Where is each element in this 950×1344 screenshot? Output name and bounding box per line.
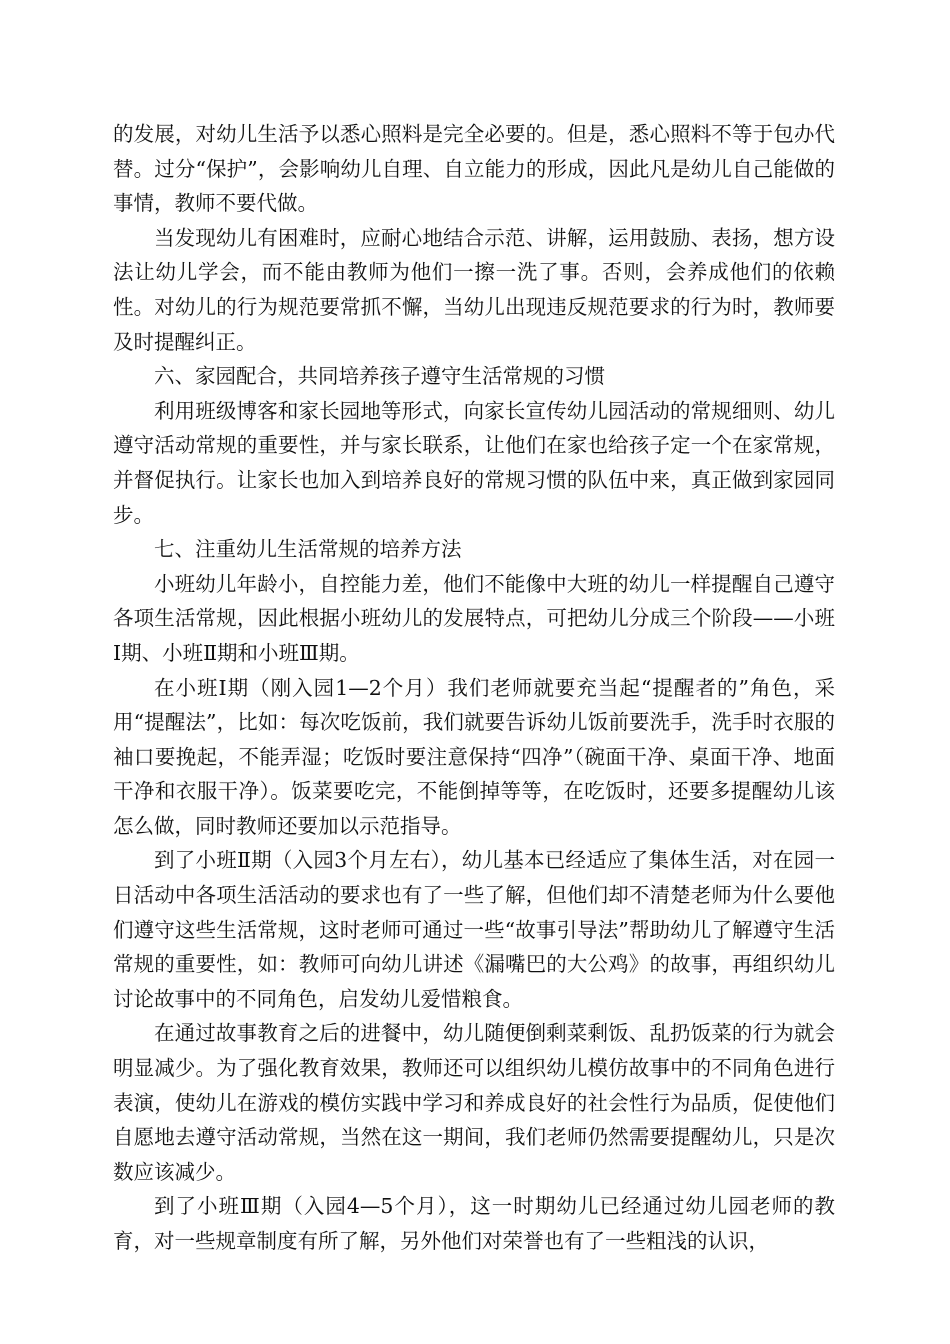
section-heading-training-methods: 七、注重幼儿生活常规的培养方法: [154, 537, 462, 562]
paragraph-stage-two: 到了小班Ⅱ期（入园3个月左右），幼儿基本已经适应了集体生活，对在园一日活动中各项生活活动的要求也有了一些了解，但他们却不清楚老师为什么要他们遵守这些生活常规，这时老师可通过一些“故事引导法”帮助幼儿了解遵守生活常规的重要性，如：教师可向幼儿讲述《漏嘴巴的大公鸡》的故事，再组织幼儿讨论故事中的不同角色，启发幼儿爱惜粮食。: [113, 848, 835, 1011]
paragraph-continuation: 的发展，对幼儿生活予以悉心照料是完全必要的。但是，悉心照料不等于包办代替。过分“保护”，会影响幼儿自理、自立能力的形成，因此凡是幼儿自己能做的事情，教师不要代做。: [113, 122, 835, 216]
paragraph-three-stages: 小班幼儿年龄小，自控能力差，他们不能像中大班的幼儿一样提醒自己遵守各项生活常规，因此根据小班幼儿的发展特点，可把幼儿分成三个阶段——小班Ⅰ期、小班Ⅱ期和小班Ⅲ期。: [113, 571, 835, 665]
paragraph-story-education: 在通过故事教育之后的进餐中，幼儿随便倒剩菜剩饭、乱扔饭菜的行为就会明显减少。为了强化教育效果，教师还可以组织幼儿模仿故事中的不同角色进行表演，使幼儿在游戏的模仿实践中学习和养成良好的社会性行为品质，促使他们自愿地去遵守活动常规，当然在这一期间，我们老师仍然需要提醒幼儿，只是次数应该减少。: [113, 1021, 835, 1184]
paragraph-stage-three: 到了小班Ⅲ期（入园4—5个月），这一时期幼儿已经通过幼儿园老师的教育，对一些规章制度有所了解，另外他们对荣誉也有了一些粗浅的认识，: [113, 1194, 835, 1253]
paragraph-home-school: 利用班级博客和家长园地等形式，向家长宣传幼儿园活动的常规细则、幼儿遵守活动常规的重要性，并与家长联系，让他们在家也给孩子定一个在家常规，并督促执行。让家长也加入到培养良好的常规习惯的队伍中来，真正做到家园同步。: [113, 398, 835, 527]
document-body: [113, 117, 835, 1259]
paragraph-difficulty-guidance: 当发现幼儿有困难时，应耐心地结合示范、讲解，运用鼓励、表扬，想方设法让幼儿学会，而不能由教师为他们一擦一洗了事。否则，会养成他们的依赖性。对幼儿的行为规范要常抓不懈，当幼儿出现违反规范要求的行为时，教师要及时提醒纠正。: [113, 225, 835, 354]
paragraph-stage-one: 在小班Ⅰ期（刚入园1—2个月）我们老师就要充当起“提醒者的”角色，采用“提醒法”，比如：每次吃饭前，我们就要告诉幼儿饭前要洗手，洗手时衣服的袖口要挽起，不能弄湿；吃饭时要注意保持“四净”（碗面干净、桌面干净、地面干净和衣服干净）。饭菜要吃完，不能倒掉等等，在吃饭时，还要多提醒幼儿该怎么做，同时教师还要加以示范指导。: [113, 675, 835, 838]
section-heading-home-school-cooperation: 六、家园配合，共同培养孩子遵守生活常规的习惯: [154, 364, 605, 389]
